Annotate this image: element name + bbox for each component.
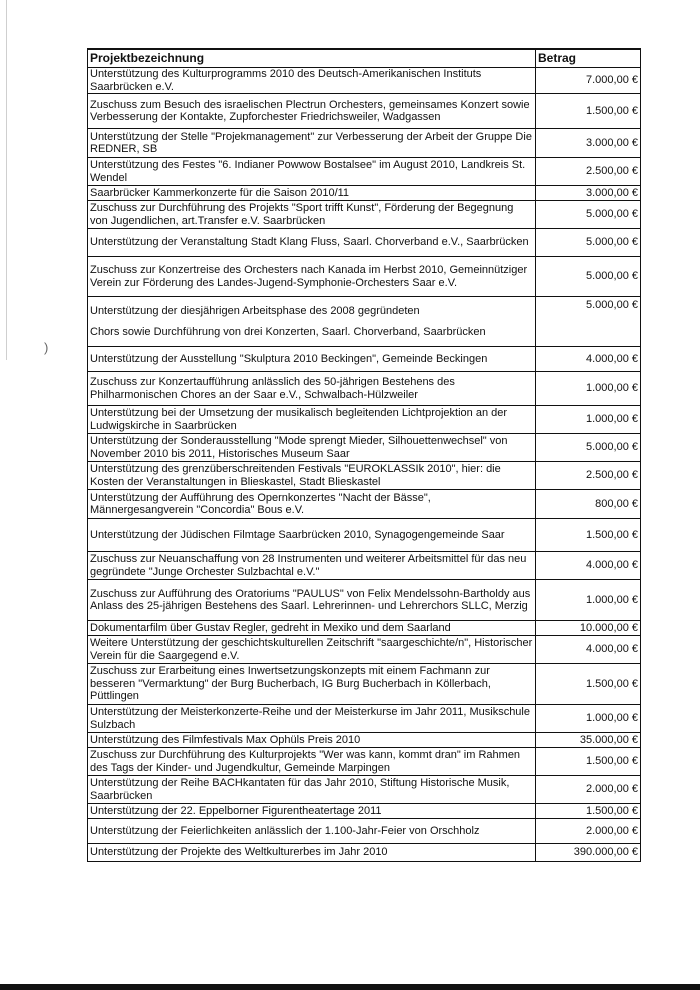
project-amount: 2.500,00 €: [536, 158, 641, 186]
project-description: [88, 297, 536, 347]
scan-bottom-edge: [0, 984, 700, 990]
project-description: Unterstützung der Stelle "Projekmanagement" zur Verbesserung der Arbeit der Gruppe Die REDNER, SB: [88, 129, 536, 158]
table-row: [88, 844, 641, 862]
project-description: Unterstützung der Ausstellung "Skulptura 2010 Beckingen", Gemeinde Beckingen: [88, 347, 536, 372]
table-row: [88, 186, 641, 201]
table-row: [88, 434, 641, 462]
project-description: Unterstützung der Reihe BACHkantaten für das Jahr 2010, Stiftung Historische Musik, Saarbrücken: [88, 776, 536, 804]
project-description: Unterstützung der Jüdischen Filmtage Saarbrücken 2010, Synagogengemeinde Saar: [88, 519, 536, 552]
project-amount: 1.500,00 €: [536, 804, 641, 819]
scan-margin-mark: ): [44, 340, 49, 355]
table-row: [88, 94, 641, 129]
funding-table: [87, 48, 641, 862]
project-description: Unterstützung der Sonderausstellung "Mode sprengt Mieder, Silhouettenwechsel" von November 2010 bis 2011, Historisches Museum Saar: [88, 434, 536, 462]
project-amount: 3.000,00 €: [536, 186, 641, 201]
table-row: [88, 347, 641, 372]
project-amount: 1.000,00 €: [536, 580, 641, 621]
table-row: [88, 664, 641, 705]
project-amount: 7.000,00 €: [536, 68, 641, 94]
table-row: [88, 580, 641, 621]
project-amount: 5.000,00 €: [536, 257, 641, 297]
table-row: [88, 158, 641, 186]
project-amount: 800,00 €: [536, 490, 641, 519]
project-amount: 10.000,00 €: [536, 621, 641, 636]
project-amount: 1.000,00 €: [536, 705, 641, 733]
project-amount: 2.500,00 €: [536, 462, 641, 490]
project-description: Zuschuss zur Aufführung des Oratoriums "PAULUS" von Felix Mendelssohn-Bartholdy aus Anlass des 25-jährigen Bestehens des Saarl. Lehrerinnen- und Lehrerchors SLLC, Merzig: [88, 580, 536, 621]
project-description: Zuschuss zur Erarbeitung eines Inwertsetzungskonzepts mit einem Fachmann zur besseren "Vermarktung" der Burg Bucherbach, IG Burg Bucherbach in Köllerbach, Püttlingen: [88, 664, 536, 705]
project-description: Unterstützung bei der Umsetzung der musikalisch begleitenden Lichtprojektion an der Ludwigskirche in Saarbrücken: [88, 406, 536, 434]
table-row: [88, 819, 641, 844]
project-amount: 1.500,00 €: [536, 94, 641, 129]
project-amount: 1.500,00 €: [536, 519, 641, 552]
project-description: Zuschuss zur Durchführung des Kulturprojekts "Wer was kann, kommt dran" im Rahmen des Tags der Kinder- und Jugendkultur, Gemeinde Marpingen: [88, 748, 536, 776]
project-description: Unterstützung des Kulturprogramms 2010 des Deutsch-Amerikanischen Instituts Saarbrücken e.V.: [88, 68, 536, 94]
table-row: [88, 490, 641, 519]
table-row: [88, 462, 641, 490]
table-row: [88, 552, 641, 580]
project-amount: 390.000,00 €: [536, 844, 641, 862]
project-amount: 4.000,00 €: [536, 636, 641, 664]
project-description: Unterstützung der Aufführung des Opernkonzertes "Nacht der Bässe", Männergesangverein "Concordia" Bous e.V.: [88, 490, 536, 519]
project-description-line-1: Unterstützung der diesjährigen Arbeitsphase des 2008 gegründeten: [90, 304, 420, 317]
project-description: Unterstützung der 22. Eppelborner Figurentheatertage 2011: [88, 804, 536, 819]
table-row: [88, 804, 641, 819]
table-row: [88, 621, 641, 636]
project-amount: 2.000,00 €: [536, 819, 641, 844]
project-amount: 5.000,00 €: [536, 434, 641, 462]
project-amount: 1.000,00 €: [536, 406, 641, 434]
project-description: Unterstützung der Veranstaltung Stadt Klang Fluss, Saarl. Chorverband e.V., Saarbrücken: [88, 229, 536, 257]
project-amount: 1.000,00 €: [536, 372, 641, 406]
table-row: [88, 636, 641, 664]
project-description: Unterstützung des grenzüberschreitenden Festivals "EUROKLASSIk 2010", hier: die Kosten der Veranstaltungen in Blieskastel, Stadt Blieskastel: [88, 462, 536, 490]
table-row: [88, 705, 641, 733]
project-description: Unterstützung der Meisterkonzerte-Reihe und der Meisterkurse im Jahr 2011, Musikschule Sulzbach: [88, 705, 536, 733]
table-header-row: [88, 49, 641, 68]
project-amount: 3.000,00 €: [536, 129, 641, 158]
project-amount: 5.000,00 €: [536, 297, 641, 347]
project-description: Zuschuss zur Konzertreise des Orchesters nach Kanada im Herbst 2010, Gemeinnütziger Verein zur Förderung des Landes-Jugend-Symphonie-Orchesters Saar e.V.: [88, 257, 536, 297]
project-amount: 2.000,00 €: [536, 776, 641, 804]
project-amount: 4.000,00 €: [536, 347, 641, 372]
project-amount: 1.500,00 €: [536, 664, 641, 705]
table-row: [88, 201, 641, 229]
project-amount: 35.000,00 €: [536, 733, 641, 748]
table-row: [88, 776, 641, 804]
table-row: [88, 519, 641, 552]
table-row: [88, 372, 641, 406]
table-row: [88, 257, 641, 297]
project-description: Unterstützung der Projekte des Weltkulturerbes im Jahr 2010: [88, 844, 536, 862]
table-row: [88, 129, 641, 158]
project-description: Dokumentarfilm über Gustav Regler, gedreht in Mexiko und dem Saarland: [88, 621, 536, 636]
table-row: [88, 733, 641, 748]
project-description: Unterstützung der Feierlichkeiten anlässlich der 1.100-Jahr-Feier von Orschholz: [88, 819, 536, 844]
project-amount: 5.000,00 €: [536, 201, 641, 229]
project-amount: 1.500,00 €: [536, 748, 641, 776]
project-amount: 4.000,00 €: [536, 552, 641, 580]
project-description: Unterstützung des Filmfestivals Max Ophüls Preis 2010: [88, 733, 536, 748]
project-description: Unterstützung des Festes "6. Indianer Powwow Bostalsee" im August 2010, Landkreis St. Wendel: [88, 158, 536, 186]
table-row: [88, 68, 641, 94]
project-description: Saarbrücker Kammerkonzerte für die Saison 2010/11: [88, 186, 536, 201]
project-description: Zuschuss zur Neuanschaffung von 28 Instrumenten und weiterer Arbeitsmittel für das neu gegründete "Junge Orchester Sulzbachtal e.V.": [88, 552, 536, 580]
project-description: Zuschuss zum Besuch des israelischen Plectrun Orchesters, gemeinsames Konzert sowie Verbesserung der Kontakte, Zupforchester Friedrichsweiler, Wadgassen: [88, 94, 536, 129]
header-project-name: Projektbezeichnung: [88, 49, 536, 68]
table-row: [88, 748, 641, 776]
table-row: [88, 229, 641, 257]
project-description: Zuschuss zur Durchführung des Projekts "Sport trifft Kunst", Förderung der Begegnung von Jugendlichen, art.Transfer e.V. Saarbrücken: [88, 201, 536, 229]
project-description: Zuschuss zur Konzertaufführung anlässlich des 50-jährigen Bestehens des Philharmonischen Chores an der Saar e.V., Schwalbach-Hülzweiler: [88, 372, 536, 406]
project-amount: 5.000,00 €: [536, 229, 641, 257]
header-amount: Betrag: [536, 49, 641, 68]
project-description-line-2: Chors sowie Durchführung von drei Konzerten, Saarl. Chorverband, Saarbrücken: [90, 326, 486, 338]
table-row: [88, 406, 641, 434]
project-description: Weitere Unterstützung der geschichtskulturellen Zeitschrift "saargeschichte/n", Historischer Verein für die Saargegend e.V.: [88, 636, 536, 664]
scan-edge-line: [6, 0, 7, 360]
table-row: [88, 297, 641, 347]
